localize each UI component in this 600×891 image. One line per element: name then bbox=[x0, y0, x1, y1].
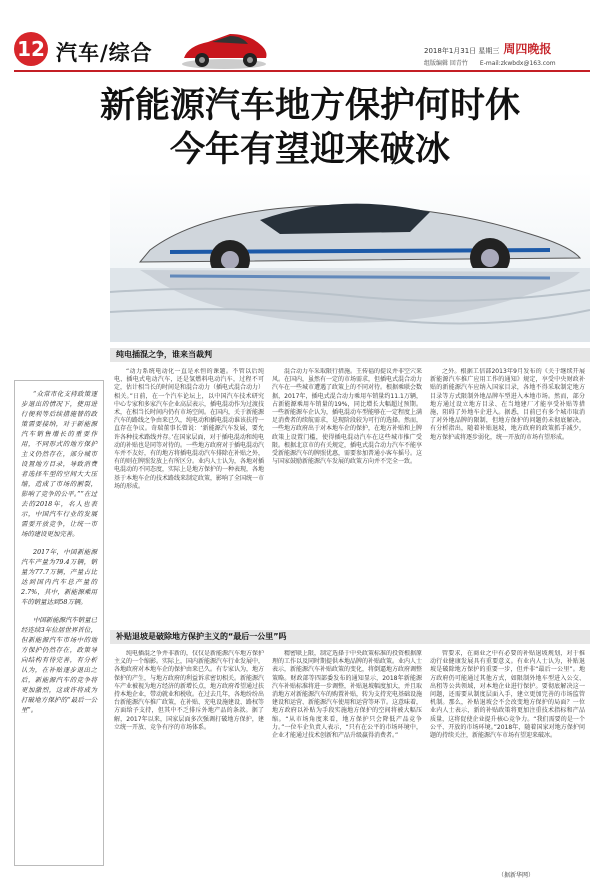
article-source: （据新华网） bbox=[498, 872, 535, 879]
paper-name: 周四晚报 bbox=[503, 42, 552, 56]
article-column-6 bbox=[430, 650, 585, 866]
article-paragraph: 混合动力车采取限行措施。王传福的提议并非空穴来风。在国内，虽然有一定的市场需求，但插电式混合动力汽车在一些城市遭遇了政策上的不同对待。根据乘联会数据，2017年，插电式混合动力乘用车销量约11.1万辆，占新能源乘用车销量的19%，同比增长大幅超过预期。一些新能源车企认为，插电混动车型能够在一定程度上满足消费者的续航需求，是现阶段较为可行的选择。然而，一些地方政府出于对本地车企的保护，在地方补贴和上牌政策上设置门槛，使得插电混动汽车在这些城市推广受限。根据北京市的有关规定，插电式混合动力汽车不能享受新能源汽车的牌照优惠，需要参加普通小客车摇号。这与国家鼓励新能源汽车发展的政策方向并不完全一致。 bbox=[272, 368, 422, 466]
page-number-badge: 12 bbox=[14, 32, 48, 66]
sidebar-paragraph: 中国新能源汽车销量已经连续3年位居世界首位，但新能源汽车市场中的地方保护仍然存在，政策导向结构有待完善，有分析认为，在补贴逐步退出之后，新能源汽车的竞争将更加激烈，这或许将成为打破地方保护的“最后一公里”。 bbox=[21, 616, 97, 714]
article-column-2 bbox=[272, 368, 422, 608]
section-header-2: 补贴退坡是破除地方保护主义的“最后一公里”吗 bbox=[110, 630, 590, 644]
article-paragraph: 管要求，在商业之中有必要的补贴退坡规划，对于推动行业健康发展具有重要意义。有业内人士认为，补贴退坡是破除地方保护的重要一步，但并非“最后一公里”。地方政府仍可能通过其他方式，如限制外地车型进入公交、出租等公共领域，对本地企业进行保护。要彻底解决这一问题，还需要从制度层面入手，建立更加完善的市场监管机制。那么，补贴退坡会不会改变地方保护的局面？一位业内人士表示，新的补贴政策将更加注重技术指标和产品质量，这将促使企业提升核心竞争力。“我们需要的是一个公平、开放的市场环境。”2018年，随着国家对地方保护问题的持续关注，新能源汽车市场有望迎来破冰。 bbox=[430, 650, 585, 740]
section-header-1: 纯电插混之争，谁来当裁判 bbox=[110, 348, 590, 362]
article-column-1 bbox=[114, 368, 264, 608]
article-paragraph: “动力系统电动化一直是永恒的课题。不管以后纯电、插电式电动汽车，还是氢燃料电动汽车，过程不可定，估计相当长的时间是和混合动力（插电式混合动力）相关。”日前，在一个汽车论坛上，以中国汽车技术研究中心专家和多家汽车企业高层表示，插电混动作为过渡技术，在相当长时间内仍有市场空间。在国内，关于新能源汽车的路线之争由来已久，纯电动和插电混动谁该扶持一直存在争议。奇瑞董事长曾说：‘新能源汽车发展，要允许各种技术路线并存。’在国家层面，对于插电混动和纯电动的补贴也是同等对待的。一些地方政府对于插电混动汽车并不友好，有的地方将插电混动汽车排除在补贴之外，有的则在牌照发放上有所区分。业内人士认为，各地对插电混动的不同态度，实际上是地方保护的一种表现，各地基于本地车企的技术路线来制定政策，影响了全国统一市场的形成。 bbox=[114, 368, 264, 490]
sidebar-paragraph: 2017年，中国新能源汽车产量为79.4万辆，销量为77.7万辆，产量占比达到国内汽车总产量的2.7%，其中，新能源乘用车的销量达到58万辆。 bbox=[21, 548, 97, 606]
header-rule bbox=[14, 70, 590, 72]
headline-line-1: 新能源汽车地方保护何时休 bbox=[99, 85, 520, 126]
sidebar-box bbox=[14, 380, 104, 866]
red-sports-car-icon bbox=[178, 20, 270, 72]
article-paragraph: 精密联上限，制定选择于中央政策标准的投资根据原理的工作以及同时期提供本地品牌的补贴政策。业内人士表示，新能源汽车补贴政策的变化，将倒逼地方政府调整策略。财政部等四部委发布的通知显示，2018年新能源汽车补贴标准将进一步调整，补贴退坡幅度加大，并且取消地方对新能源汽车的购置补贴，转为支持充电基础设施建设和运营、新能源汽车使用和运营等环节。这意味着，地方政府以补贴为手段实施地方保护的空间将被大幅压缩。“从市场角度来看，地方保护只会降低产品竞争力。”一位车企负责人表示，“只有在公平的市场环境中，企业才能通过技术创新和产品升级赢得消费者。” bbox=[272, 650, 422, 740]
article-column-3 bbox=[430, 368, 585, 608]
headline-line-2: 今年有望迎来破冰 bbox=[169, 129, 450, 170]
section-title: 汽车/综合 bbox=[56, 40, 153, 65]
article-paragraph: 纯电插混之争并非新的，仅仅是新能源汽车地方保护主义的一个缩影。实际上，国内新能源汽车行业发展中，各地政府对本地车企的保护由来已久。有专家认为，地方保护的产生，与地方政府的利益诉求密切相关。新能源汽车产业被视为地方经济的新增长点，地方政府希望通过扶持本地企业，带动就业和税收。在过去几年，各地纷纷出台新能源汽车推广政策，在补贴、充电设施建设、路权等方面给予支持，但其中不乏排斥外地产品的条款。据了解，2017年以来，国家层面多次强调打破地方保护，建立统一开放、竞争有序的市场体系。 bbox=[114, 650, 264, 731]
article-paragraph: 之外。根据工信部2013年9月发布的《关于继续开展新能源汽车推广应用工作的通知》规定，享受中央财政补贴的新能源汽车应纳入国家目录，各地不得采取制定地方目录等方式限制外地品牌车型进入本地市场。然而，部分地方通过设立地方目录、在当地建厂才能享受补贴等措施，阻碍了外地车企进入。据悉，目前已有多个城市取消了对外地品牌的限制，但地方保护的问题仍未彻底解决。有分析指出，随着补贴退坡，地方政府的政策抓手减少，地方保护或将逐步弱化，统一开放的市场有望形成。 bbox=[430, 368, 585, 441]
issue-date-line bbox=[424, 40, 590, 57]
article-column-4 bbox=[114, 650, 264, 866]
headline bbox=[60, 84, 560, 172]
sidebar-paragraph: “众常市化支持政策逐步退出的情况下，使用进行便利等后续措施替的政策需要接纳，对于新能源汽车销售增长的重要作用，不同形式的地方保护主义仍然存在，部分城市设置地方目录，导致消费者选择车型的空间大大压缩，造成了市场的割裂，影响了竞争的公平。””在过去的2018年，名人也表示，中国汽车行业的发展需要开放竞争，让统一市场的建设更加完善。 bbox=[21, 390, 97, 538]
editor-credits: 组版编辑 回青竹 E-mail:zkwbdx@163.com bbox=[424, 60, 556, 67]
concept-car-photo bbox=[110, 172, 590, 342]
issue-date: 2018年1月31日 星期三 bbox=[424, 47, 500, 55]
article-column-5 bbox=[272, 650, 422, 866]
